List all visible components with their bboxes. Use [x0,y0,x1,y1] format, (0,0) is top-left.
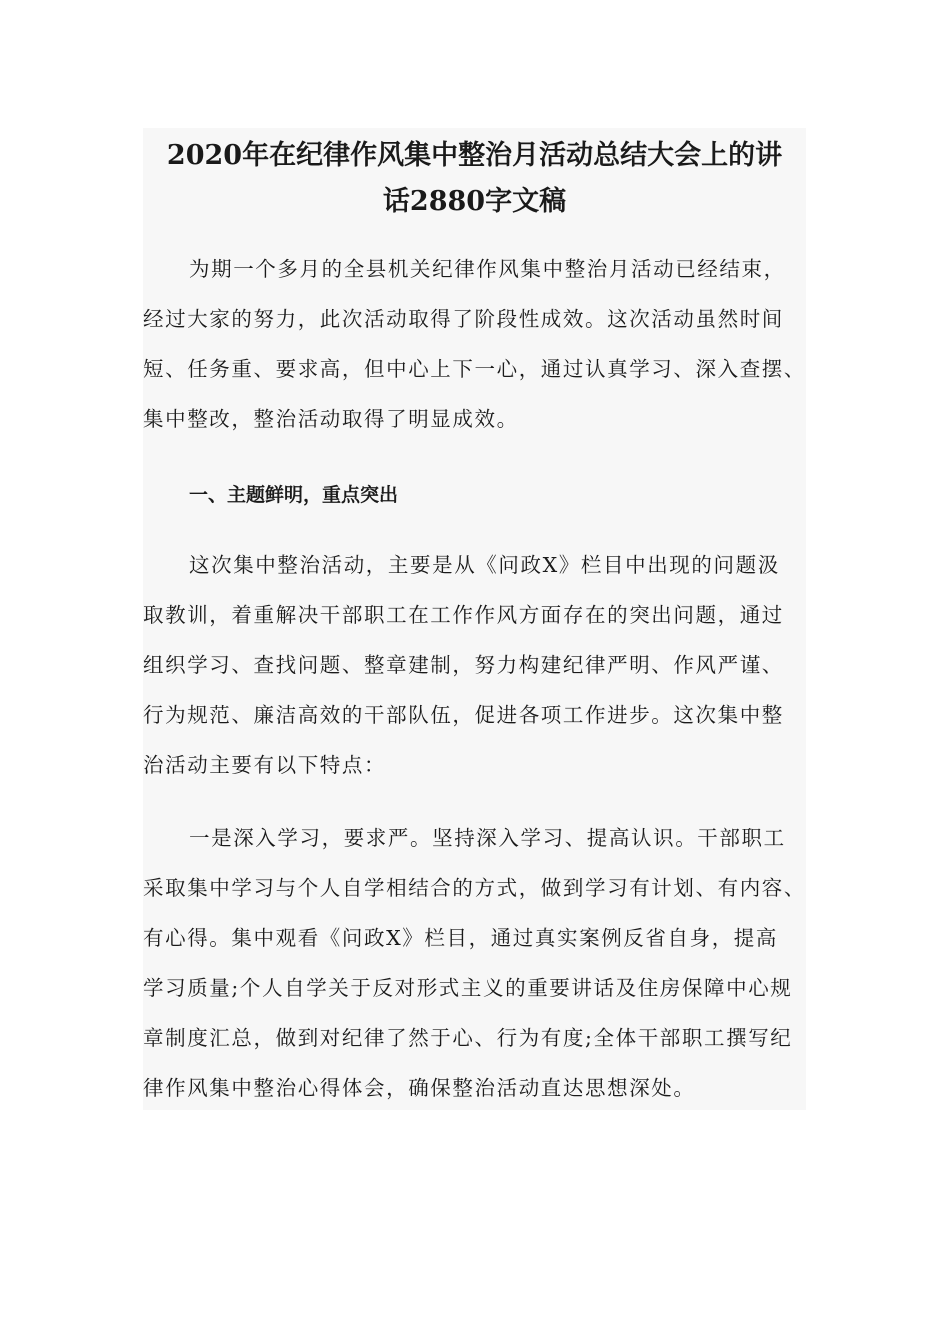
text-line: 章制度汇总，做到对纪律了然于心、行为有度;全体干部职工撰写纪 [143,1026,793,1050]
section1-paragraph [143,540,806,790]
text-line: 学习质量;个人自学关于反对形式主义的重要讲话及住房保障中心规 [143,976,793,1000]
intro-paragraph [143,244,806,444]
text-line: 治活动主要有以下特点： [143,753,387,777]
title-line: 话2880字文稿 [382,186,567,217]
text-line: 为期一个多月的全县机关纪律作风集中整治月活动已经结束， [189,257,786,281]
text-line: 取教训，着重解决干部职工在工作作风方面存在的突出问题，通过 [143,603,784,627]
text-line: 有心得。集中观看《问政X》栏目，通过真实案例反省自身，提高 [143,926,778,950]
text-line: 组织学习、查找问题、整章建制，努力构建纪律严明、作风严谨、 [143,653,784,677]
text-line: 短、任务重、要求高，但中心上下一心，通过认真学习、深入查摆、 [143,357,806,381]
document-title [143,128,806,225]
title-line: 2020年在纪律作风集中整治月活动总结大会上的讲 [166,140,783,171]
text-line: 行为规范、廉洁高效的干部队伍，促进各项工作进步。这次集中整 [143,703,784,727]
text-line: 一是深入学习，要求严。坚持深入学习、提高认识。干部职工 [189,826,786,850]
text-line: 经过大家的努力，此次活动取得了阶段性成效。这次活动虽然时间 [143,307,784,331]
text-line: 集中整改，整治活动取得了明显成效。 [143,407,519,431]
document-page [143,128,806,1110]
text-line: 律作风集中整治心得体会，确保整治活动直达思想深处。 [143,1076,696,1100]
text-line: 这次集中整治活动，主要是从《问政X》栏目中出现的问题汲 [189,553,780,577]
point1-paragraph [143,813,806,1113]
text-line: 采取集中学习与个人自学相结合的方式，做到学习有计划、有内容、 [143,876,806,900]
section-heading: 一、主题鲜明，重点突出 [189,484,399,506]
